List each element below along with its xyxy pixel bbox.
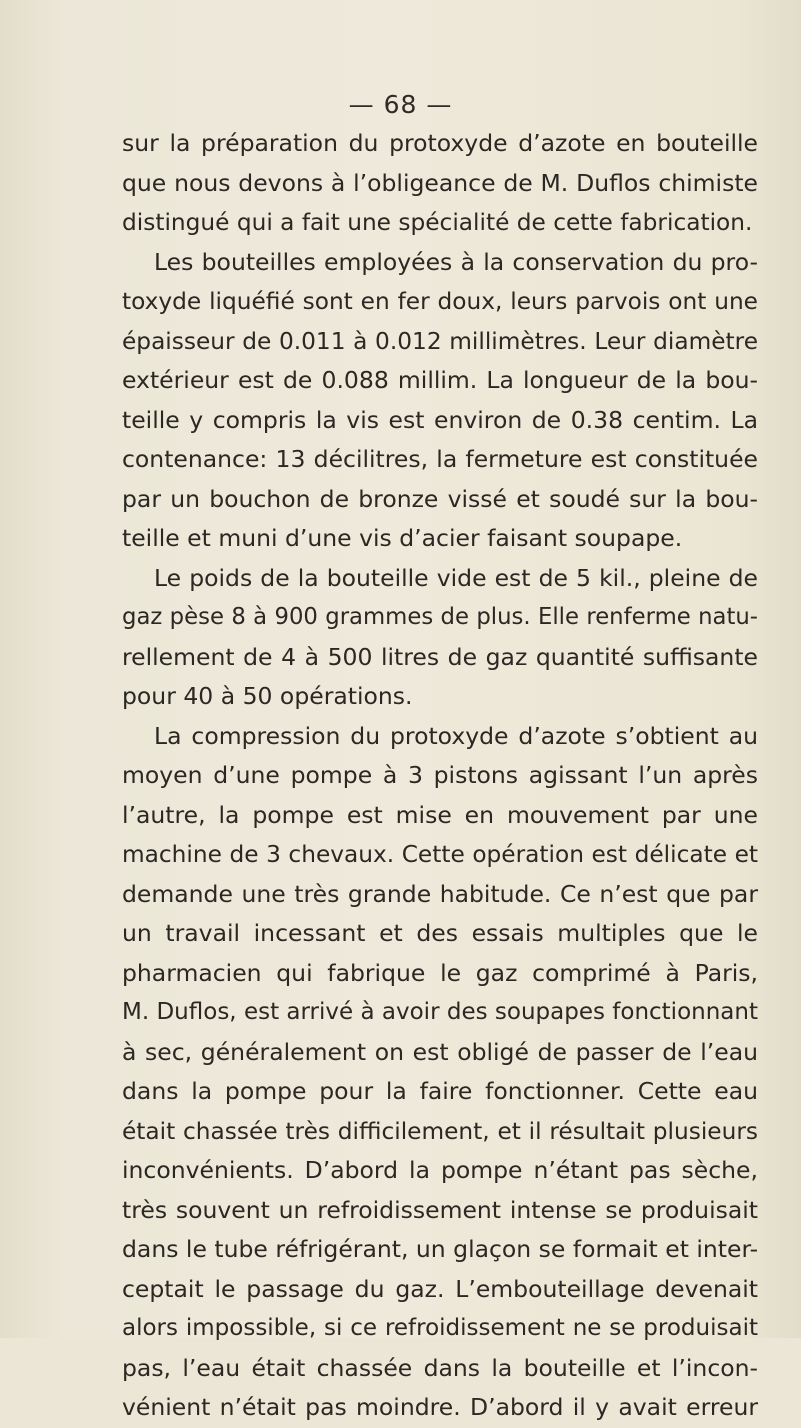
- text-line: l’autre, la pompe est mise en mouvement par une: [122, 800, 758, 829]
- text-line: sur la préparation du protoxyde d’azote en bouteille: [122, 129, 758, 157]
- text-line: était chassée très difficilement, et il résultait plusieurs: [122, 1117, 758, 1145]
- page-number: — 68 —: [348, 90, 453, 119]
- text-line: inconvénients. D’abord la pompe n’étant pas sèche,: [122, 1156, 758, 1184]
- text-line: ceptait le passage du gaz. L’embouteillage devenait: [122, 1274, 758, 1303]
- text-line: par un bouchon de bronze vissé et soudé sur la bou-: [122, 484, 758, 513]
- text-line: pour 40 à 50 opérations.: [122, 682, 413, 710]
- text-line: très souvent un refroidissement intense se produisait: [122, 1195, 758, 1224]
- text-line: contenance: 13 décilitres, la fermeture est constituée: [122, 445, 758, 473]
- text-line: toxyde liquéfié sont en fer doux, leurs parvois ont une: [122, 288, 758, 315]
- text-line: que nous devons à l’obligeance de M. Duflos chimiste: [122, 168, 758, 197]
- text-line: gaz pèse 8 à 900 grammes de plus. Elle renferme natu-: [122, 604, 758, 630]
- text-line: épaisseur de 0.011 à 0.012 millimètres. Leur diamètre: [122, 327, 758, 355]
- text-line: vénient n’était pas moindre. D’abord il y avait erreur: [122, 1393, 758, 1421]
- text-line: rellement de 4 à 500 litres de gaz quantité suffisante: [122, 642, 758, 671]
- text-line: Les bouteilles employées à la conservation du pro-: [154, 247, 758, 276]
- text-line: pas, l’eau était chassée dans la bouteille et l’incon-: [122, 1353, 758, 1382]
- text-line: dans le tube réfrigérant, un glaçon se formait et inter-: [122, 1235, 759, 1263]
- text-line: teille et muni d’une vis d’acier faisant soupape.: [122, 524, 683, 552]
- text-line: alors impossible, si ce refroidissement ne se produisait: [122, 1315, 758, 1341]
- text-line: M. Duflos, est arrivé à avoir des soupapes fonctionnant: [122, 999, 758, 1025]
- text-line: demande une très grande habitude. Ce n’est que par: [122, 879, 758, 908]
- text-line: extérieur est de 0.088 millim. La longueur de la bou-: [122, 366, 758, 394]
- text-line: à sec, généralement on est obligé de passer de l’eau: [122, 1037, 758, 1066]
- body-text: [122, 124, 758, 1428]
- text-line: machine de 3 chevaux. Cette opération est délicate et: [122, 841, 758, 868]
- text-line: un travail incessant et des essais multiples que le: [122, 919, 758, 947]
- text-line: La compression du protoxyde d’azote s’obtient au: [154, 721, 758, 750]
- text-line: dans la pompe pour la faire fonctionner. Cette eau: [122, 1077, 758, 1105]
- text-line: Le poids de la bouteille vide est de 5 kil., pleine de: [154, 563, 758, 592]
- text-line: distingué qui a fait une spécialité de cette fabrication.: [122, 209, 753, 236]
- text-line: teille y compris la vis est environ de 0.38 centim. La: [122, 405, 758, 434]
- text-line: moyen d’une pompe à 3 pistons agissant l’un après: [122, 761, 758, 789]
- text-line: pharmacien qui fabrique le gaz comprimé à Paris,: [122, 958, 758, 987]
